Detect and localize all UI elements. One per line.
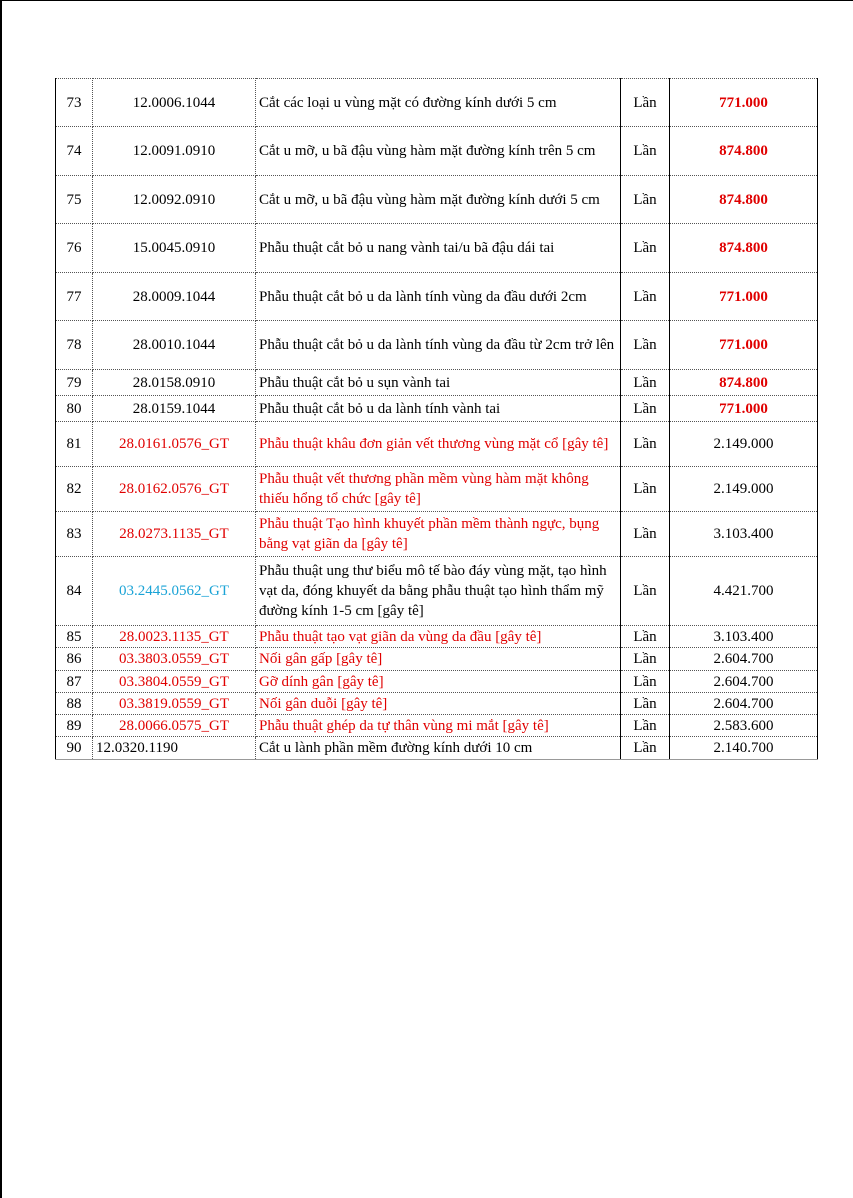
table-row: [56, 422, 818, 467]
service-name: Phẫu thuật vết thương phần mềm vùng hàm mặt không thiếu hổng tổ chức [gây tê]: [256, 467, 621, 512]
service-code: 12.0006.1044: [93, 79, 256, 127]
row-number: 90: [56, 737, 93, 760]
unit-cell: Lần: [621, 626, 670, 648]
service-code: 28.0162.0576_GT: [93, 467, 256, 512]
unit-cell: Lần: [621, 467, 670, 512]
service-code: 03.2445.0562_GT: [93, 557, 256, 626]
service-name: Nối gân gấp [gây tê]: [256, 648, 621, 671]
row-number: 89: [56, 715, 93, 737]
table-row: [56, 467, 818, 512]
service-name: Phẫu thuật cắt bỏ u nang vành tai/u bã đậu dái tai: [256, 224, 621, 273]
unit-cell: Lần: [621, 671, 670, 693]
table-row: [56, 127, 818, 176]
service-name: Phẫu thuật tạo vạt giãn da vùng da đầu [gây tê]: [256, 626, 621, 648]
service-name: Phẫu thuật cắt bỏ u da lành tính vùng da đầu dưới 2cm: [256, 273, 621, 321]
price-cell: 3.103.400: [670, 512, 818, 557]
service-name: Phẫu thuật cắt bỏ u da lành tính vành tai: [256, 396, 621, 422]
row-number: 74: [56, 127, 93, 176]
service-name: Nối gân duỗi [gây tê]: [256, 693, 621, 715]
row-number: 73: [56, 79, 93, 127]
table-row: [56, 557, 818, 626]
table-row: [56, 693, 818, 715]
service-name: Phẫu thuật Tạo hình khuyết phần mềm thành ngực, bụng bằng vạt giãn da [gây tê]: [256, 512, 621, 557]
price-cell: 771.000: [670, 321, 818, 370]
table-row: [56, 396, 818, 422]
table-row: [56, 715, 818, 737]
unit-cell: Lần: [621, 321, 670, 370]
price-cell: 2.140.700: [670, 737, 818, 760]
table-row: [56, 273, 818, 321]
row-number: 80: [56, 396, 93, 422]
price-cell: 3.103.400: [670, 626, 818, 648]
unit-cell: Lần: [621, 370, 670, 396]
price-cell: 2.583.600: [670, 715, 818, 737]
service-code: 12.0320.1190: [93, 737, 256, 760]
service-code: 28.0023.1135_GT: [93, 626, 256, 648]
row-number: 77: [56, 273, 93, 321]
row-number: 84: [56, 557, 93, 626]
price-cell: 2.604.700: [670, 648, 818, 671]
table-row: [56, 79, 818, 127]
row-number: 79: [56, 370, 93, 396]
price-cell: 874.800: [670, 370, 818, 396]
row-number: 75: [56, 176, 93, 224]
price-cell: 771.000: [670, 396, 818, 422]
table-body: [56, 79, 818, 760]
price-cell: 771.000: [670, 273, 818, 321]
unit-cell: Lần: [621, 737, 670, 760]
unit-cell: Lần: [621, 224, 670, 273]
table-row: [56, 648, 818, 671]
price-cell: 874.800: [670, 224, 818, 273]
price-cell: 874.800: [670, 127, 818, 176]
unit-cell: Lần: [621, 273, 670, 321]
service-name: Cắt các loại u vùng mặt có đường kính dưới 5 cm: [256, 79, 621, 127]
service-name: Cắt u mỡ, u bã đậu vùng hàm mặt đường kính dưới 5 cm: [256, 176, 621, 224]
row-number: 88: [56, 693, 93, 715]
service-name: Phẫu thuật khâu đơn giản vết thương vùng mặt cổ [gây tê]: [256, 422, 621, 467]
unit-cell: Lần: [621, 422, 670, 467]
service-name: Phẫu thuật ghép da tự thân vùng mi mắt [gây tê]: [256, 715, 621, 737]
service-code: 28.0066.0575_GT: [93, 715, 256, 737]
row-number: 86: [56, 648, 93, 671]
unit-cell: Lần: [621, 557, 670, 626]
service-code: 28.0009.1044: [93, 273, 256, 321]
row-number: 81: [56, 422, 93, 467]
service-name: Phẫu thuật cắt bỏ u da lành tính vùng da đầu từ 2cm trở lên: [256, 321, 621, 370]
service-code: 03.3819.0559_GT: [93, 693, 256, 715]
row-number: 85: [56, 626, 93, 648]
service-code: 03.3803.0559_GT: [93, 648, 256, 671]
service-name: Cắt u mỡ, u bã đậu vùng hàm mặt đường kính trên 5 cm: [256, 127, 621, 176]
service-code: 12.0091.0910: [93, 127, 256, 176]
service-code: 28.0161.0576_GT: [93, 422, 256, 467]
row-number: 76: [56, 224, 93, 273]
table-row: [56, 671, 818, 693]
service-code: 28.0273.1135_GT: [93, 512, 256, 557]
price-cell: 771.000: [670, 79, 818, 127]
service-name: Phẫu thuật ung thư biểu mô tế bào đáy vùng mặt, tạo hình vạt da, đóng khuyết da bằng phẫu thuật tạo hình thẩm mỹ đường kính 1-5 cm [gây tê]: [256, 557, 621, 626]
row-number: 87: [56, 671, 93, 693]
row-number: 78: [56, 321, 93, 370]
row-number: 83: [56, 512, 93, 557]
table-row: [56, 512, 818, 557]
unit-cell: Lần: [621, 512, 670, 557]
table-row: [56, 224, 818, 273]
service-code: 03.3804.0559_GT: [93, 671, 256, 693]
unit-cell: Lần: [621, 79, 670, 127]
table-row: [56, 737, 818, 760]
service-code: 12.0092.0910: [93, 176, 256, 224]
table-row: [56, 176, 818, 224]
price-cell: 4.421.700: [670, 557, 818, 626]
service-name: Cắt u lành phần mềm đường kính dưới 10 cm: [256, 737, 621, 760]
unit-cell: Lần: [621, 176, 670, 224]
unit-cell: Lần: [621, 648, 670, 671]
service-code: 28.0159.1044: [93, 396, 256, 422]
unit-cell: Lần: [621, 693, 670, 715]
price-cell: 2.604.700: [670, 693, 818, 715]
price-cell: 2.149.000: [670, 422, 818, 467]
unit-cell: Lần: [621, 715, 670, 737]
table-row: [56, 370, 818, 396]
price-cell: 874.800: [670, 176, 818, 224]
service-code: 28.0158.0910: [93, 370, 256, 396]
service-code: 28.0010.1044: [93, 321, 256, 370]
service-name: Phẫu thuật cắt bỏ u sụn vành tai: [256, 370, 621, 396]
table-row: [56, 626, 818, 648]
service-code: 15.0045.0910: [93, 224, 256, 273]
service-name: Gỡ dính gân [gây tê]: [256, 671, 621, 693]
table-row: [56, 321, 818, 370]
unit-cell: Lần: [621, 127, 670, 176]
price-cell: 2.149.000: [670, 467, 818, 512]
price-cell: 2.604.700: [670, 671, 818, 693]
unit-cell: Lần: [621, 396, 670, 422]
price-table: [55, 78, 818, 760]
row-number: 82: [56, 467, 93, 512]
